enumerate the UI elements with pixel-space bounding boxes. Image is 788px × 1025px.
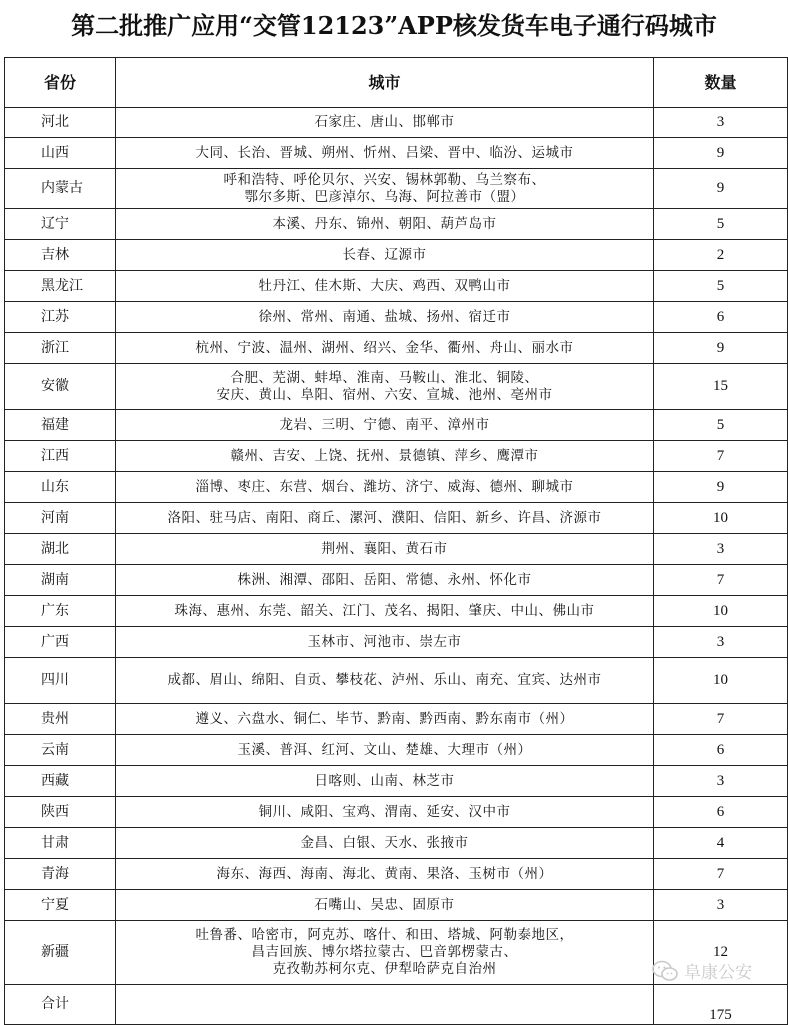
cities-line: 克孜勒苏柯尔克、伊犁哈萨克自治州	[272, 961, 497, 977]
cities-cell	[116, 503, 654, 534]
table-row	[5, 364, 788, 410]
cities-cell	[116, 333, 654, 364]
cities-cell	[116, 797, 654, 828]
province-cell: 四川	[5, 658, 116, 704]
cities-cell	[116, 441, 654, 472]
province-cell: 新疆	[5, 921, 116, 985]
count-cell: 3	[654, 766, 788, 797]
cities-line: 洛阳、驻马店、南阳、商丘、漯河、濮阳、信阳、新乡、许昌、济源市	[167, 509, 602, 526]
cities-line: 淄博、枣庄、东营、烟台、潍坊、济宁、威海、德州、聊城市	[195, 478, 574, 495]
cities-line: 石家庄、唐山、邯郸市	[314, 114, 455, 130]
table-row	[5, 735, 788, 766]
count-cell: 9	[654, 333, 788, 364]
count-cell: 6	[654, 797, 788, 828]
table-row	[5, 565, 788, 596]
cities-line: 本溪、丹东、锦州、朝阳、葫芦岛市	[272, 215, 497, 232]
cities-line: 玉林市、河池市、崇左市	[307, 633, 462, 650]
cities-cell	[116, 828, 654, 859]
cities-line: 赣州、吉安、上饶、抚州、景德镇、萍乡、鹰潭市	[230, 447, 539, 464]
count-cell: 3	[654, 108, 788, 138]
city-table	[4, 57, 788, 1025]
cities-line: 安庆、黄山、阜阳、宿州、六安、宣城、池州、亳州市	[216, 386, 553, 403]
table-row	[5, 766, 788, 797]
count-cell: 2	[654, 240, 788, 271]
count-cell: 7	[654, 441, 788, 472]
table-row	[5, 859, 788, 890]
count-cell: 5	[654, 209, 788, 240]
cities-cell	[116, 704, 654, 735]
province-cell: 陕西	[5, 797, 116, 828]
header-province: 省份	[5, 58, 116, 108]
province-cell: 湖北	[5, 534, 116, 565]
table-row	[5, 441, 788, 472]
count-cell: 3	[654, 890, 788, 921]
cities-line: 龙岩、三明、宁德、南平、漳州市	[279, 416, 490, 433]
cities-line: 成都、眉山、绵阳、自贡、攀枝花、泸州、乐山、南充、宜宾、达州市	[167, 672, 602, 688]
cities-line: 吐鲁番、哈密市，阿克苏、喀什、和田、塔城、阿勒泰地区，	[195, 927, 574, 943]
province-cell: 甘肃	[5, 828, 116, 859]
cities-cell	[116, 364, 654, 410]
cities-line: 鄂尔多斯、巴彦淖尔、乌海、阿拉善市（盟）	[244, 188, 525, 205]
cities-line: 珠海、惠州、东莞、韶关、江门、茂名、揭阳、肇庆、中山、佛山市	[174, 602, 595, 619]
watermark-text: 阜康公安	[684, 963, 752, 983]
cities-line: 株洲、湘潭、邵阳、岳阳、常德、永州、怀化市	[237, 571, 532, 588]
total-row	[5, 985, 788, 1025]
count-cell: 3	[654, 534, 788, 565]
province-cell: 广东	[5, 596, 116, 627]
table-row	[5, 627, 788, 658]
province-cell: 安徽	[5, 364, 116, 410]
table-row	[5, 240, 788, 271]
cities-line: 玉溪、普洱、红河、文山、楚雄、大理市（州）	[237, 741, 532, 758]
table-row	[5, 209, 788, 240]
count-cell: 5	[654, 410, 788, 441]
total-label: 合计	[5, 985, 116, 1025]
province-cell: 福建	[5, 410, 116, 441]
cities-line: 金昌、白银、天水、张掖市	[300, 834, 469, 851]
table-row	[5, 534, 788, 565]
cities-cell	[116, 859, 654, 890]
cities-cell	[116, 271, 654, 302]
province-cell: 云南	[5, 735, 116, 766]
table-row	[5, 704, 788, 735]
table-row	[5, 302, 788, 333]
count-cell: 12	[654, 921, 788, 985]
count-cell: 10	[654, 658, 788, 704]
table-header-row	[5, 58, 788, 108]
table-row	[5, 658, 788, 704]
cities-cell	[116, 766, 654, 797]
table-row	[5, 472, 788, 503]
province-cell: 西藏	[5, 766, 116, 797]
province-cell: 浙江	[5, 333, 116, 364]
province-cell: 青海	[5, 859, 116, 890]
cities-cell	[116, 890, 654, 921]
cities-cell	[116, 596, 654, 627]
cities-line: 遵义、六盘水、铜仁、毕节、黔南、黔西南、黔东南市（州）	[195, 710, 574, 727]
cities-line: 呼和浩特、呼伦贝尔、兴安、锡林郭勒、乌兰察布、	[223, 171, 546, 188]
cities-line: 徐州、常州、南通、盐城、扬州、宿迁市	[258, 308, 511, 325]
table-body	[5, 108, 788, 1025]
cities-cell	[116, 108, 654, 138]
cities-line: 长春、辽源市	[342, 246, 427, 263]
table-row	[5, 410, 788, 441]
table-row	[5, 138, 788, 169]
cities-cell	[116, 565, 654, 596]
cities-cell	[116, 921, 654, 985]
count-cell: 10	[654, 596, 788, 627]
cities-cell	[116, 627, 654, 658]
header-count: 数量	[654, 58, 788, 108]
header-cities: 城市	[116, 58, 654, 108]
province-cell: 山西	[5, 138, 116, 169]
province-cell: 宁夏	[5, 890, 116, 921]
table-row	[5, 890, 788, 921]
table-row	[5, 169, 788, 209]
province-cell: 河北	[5, 108, 116, 138]
total-count: 175	[654, 985, 788, 1025]
province-cell: 贵州	[5, 704, 116, 735]
watermark	[652, 958, 752, 983]
province-cell: 广西	[5, 627, 116, 658]
province-cell: 内蒙古	[5, 169, 116, 209]
province-cell: 黑龙江	[5, 271, 116, 302]
table-row	[5, 108, 788, 138]
cities-line: 荆州、襄阳、黄石市	[321, 540, 448, 557]
cities-line: 杭州、宁波、温州、湖州、绍兴、金华、衢州、舟山、丽水市	[195, 339, 574, 356]
table-row	[5, 828, 788, 859]
cities-line: 牡丹江、佳木斯、大庆、鸡西、双鸭山市	[258, 277, 511, 294]
cities-line: 合肥、芜湖、蚌埠、淮南、马鞍山、淮北、铜陵、	[230, 369, 539, 386]
cities-cell	[116, 302, 654, 333]
count-cell: 4	[654, 828, 788, 859]
total-cities-cell	[116, 985, 654, 1025]
count-cell: 6	[654, 735, 788, 766]
table-row	[5, 271, 788, 302]
cities-cell	[116, 472, 654, 503]
count-cell: 7	[654, 704, 788, 735]
province-cell: 吉林	[5, 240, 116, 271]
cities-cell	[116, 169, 654, 209]
cities-cell	[116, 209, 654, 240]
wechat-icon	[652, 960, 678, 982]
cities-line: 海东、海西、海南、海北、黄南、果洛、玉树市（州）	[216, 865, 553, 882]
province-cell: 山东	[5, 472, 116, 503]
count-cell: 3	[654, 627, 788, 658]
count-cell: 9	[654, 169, 788, 209]
count-cell: 10	[654, 503, 788, 534]
cities-line: 昌吉回族、博尔塔拉蒙古、巴音郭楞蒙古、	[251, 944, 518, 960]
table-row	[5, 596, 788, 627]
document-title: 第二批推广应用“交管12123”APP核发货车电子通行码城市	[71, 11, 717, 40]
count-cell: 6	[654, 302, 788, 333]
count-cell: 9	[654, 472, 788, 503]
cities-cell	[116, 735, 654, 766]
count-cell: 7	[654, 859, 788, 890]
province-cell: 江苏	[5, 302, 116, 333]
cities-line: 日喀则、山南、林芝市	[314, 772, 455, 789]
province-cell: 河南	[5, 503, 116, 534]
count-cell: 15	[654, 364, 788, 410]
count-cell: 5	[654, 271, 788, 302]
cities-cell	[116, 240, 654, 271]
table-row	[5, 797, 788, 828]
table-row	[5, 333, 788, 364]
cities-cell	[116, 138, 654, 169]
count-cell: 9	[654, 138, 788, 169]
cities-line: 大同、长治、晋城、朔州、忻州、吕梁、晋中、临汾、运城市	[195, 144, 574, 161]
cities-cell	[116, 534, 654, 565]
province-cell: 辽宁	[5, 209, 116, 240]
cities-line: 石嘴山、吴忠、固原市	[314, 896, 455, 913]
cities-cell	[116, 658, 654, 704]
table-row	[5, 503, 788, 534]
cities-cell	[116, 410, 654, 441]
cities-line: 铜川、咸阳、宝鸡、渭南、延安、汉中市	[258, 803, 511, 820]
province-cell: 江西	[5, 441, 116, 472]
province-cell: 湖南	[5, 565, 116, 596]
count-cell: 7	[654, 565, 788, 596]
